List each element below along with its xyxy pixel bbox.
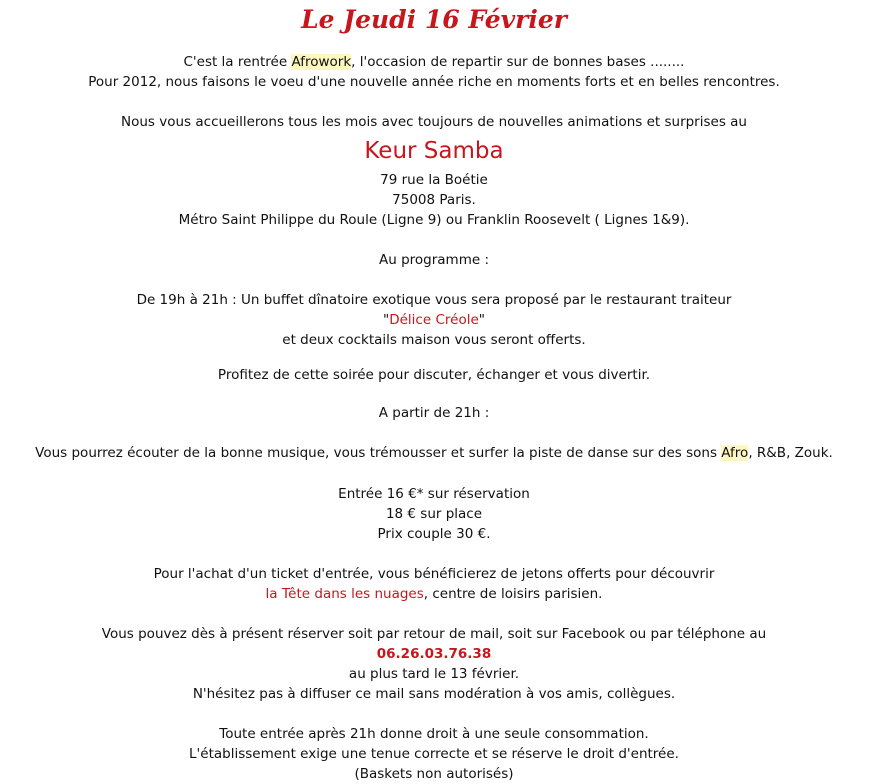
tokens-line-2: [0, 584, 868, 604]
program-buffet: De 19h à 21h : Un buffet dînatoire exotique vous sera proposé par le restaurant traiteur: [136, 292, 732, 308]
caterer-quote-open: ": [383, 312, 390, 328]
intro-line-1: [0, 52, 868, 72]
booking-deadline: au plus tard le 13 février.: [348, 666, 520, 682]
program-after-heading: A partir de 21h :: [378, 405, 490, 421]
program-caterer-line: [0, 310, 868, 330]
tete-dans-les-nuages-link[interactable]: la Tête dans les nuages: [265, 586, 424, 602]
intro-line-3: Nous vous accueillerons tous les mois avec toujours de nouvelles animations et surprises au: [121, 114, 747, 130]
tokens-line-1: Pour l'achat d'un ticket d'entrée, vous bénéficierez de jetons offerts pour découvrir: [153, 566, 715, 582]
music-pre: Vous pourrez écouter de la bonne musique, vous trémousser et surfer la piste de danse sur des sons: [35, 445, 722, 461]
venue-name: Keur Samba: [364, 138, 504, 164]
program-cocktails: et deux cocktails maison vous seront offerts.: [282, 332, 586, 348]
rules-line-3: (Baskets non autorisés): [354, 766, 514, 782]
program-heading: Au programme :: [378, 252, 489, 268]
rules-line-1: Toute entrée après 21h donne droit à une seule consommation.: [219, 726, 649, 742]
venue-street: 79 rue la Boétie: [380, 172, 488, 188]
intro-line-2: Pour 2012, nous faisons le voeu d'une nouvelle année riche en moments forts et en belles rencontres.: [88, 74, 780, 90]
program-enjoy: Profitez de cette soirée pour discuter, échanger et vous divertir.: [217, 367, 651, 383]
price-door: 18 € sur place: [385, 506, 483, 522]
booking-share: N'hésitez pas à diffuser ce mail sans modération à vos amis, collègues.: [192, 686, 676, 702]
caterer-link[interactable]: Délice Créole: [389, 312, 479, 328]
intro-line-1-pre: C'est la rentrée: [183, 54, 292, 70]
rules-line-2: L'établissement exige une tenue correcte et se réserve le droit d'entrée.: [189, 746, 679, 762]
caterer-quote-close: ": [478, 312, 485, 328]
booking-phone[interactable]: 06.26.03.76.38: [376, 646, 492, 662]
booking-line-1: Vous pouvez dès à présent réserver soit par retour de mail, soit sur Facebook ou par téléphone au: [101, 626, 767, 642]
music-post: , R&B, Zouk.: [748, 445, 833, 461]
venue-metro: Métro Saint Philippe du Roule (Ligne 9) ou Franklin Roosevelt ( Lignes 1&9).: [178, 212, 690, 228]
event-title: Le Jeudi 16 Février: [301, 5, 567, 34]
afro-highlight: Afro: [721, 445, 749, 461]
venue-city: 75008 Paris.: [392, 192, 476, 208]
intro-line-1-post: , l'occasion de repartir sur de bonnes bases ........: [351, 54, 685, 70]
price-couple: Prix couple 30 €.: [377, 526, 491, 542]
program-music: [0, 443, 868, 463]
afrowork-highlight: Afrowork: [291, 54, 352, 70]
tokens-line-2-post: , centre de loisirs parisien.: [423, 586, 603, 602]
price-entry: Entrée 16 €* sur réservation: [338, 486, 530, 502]
